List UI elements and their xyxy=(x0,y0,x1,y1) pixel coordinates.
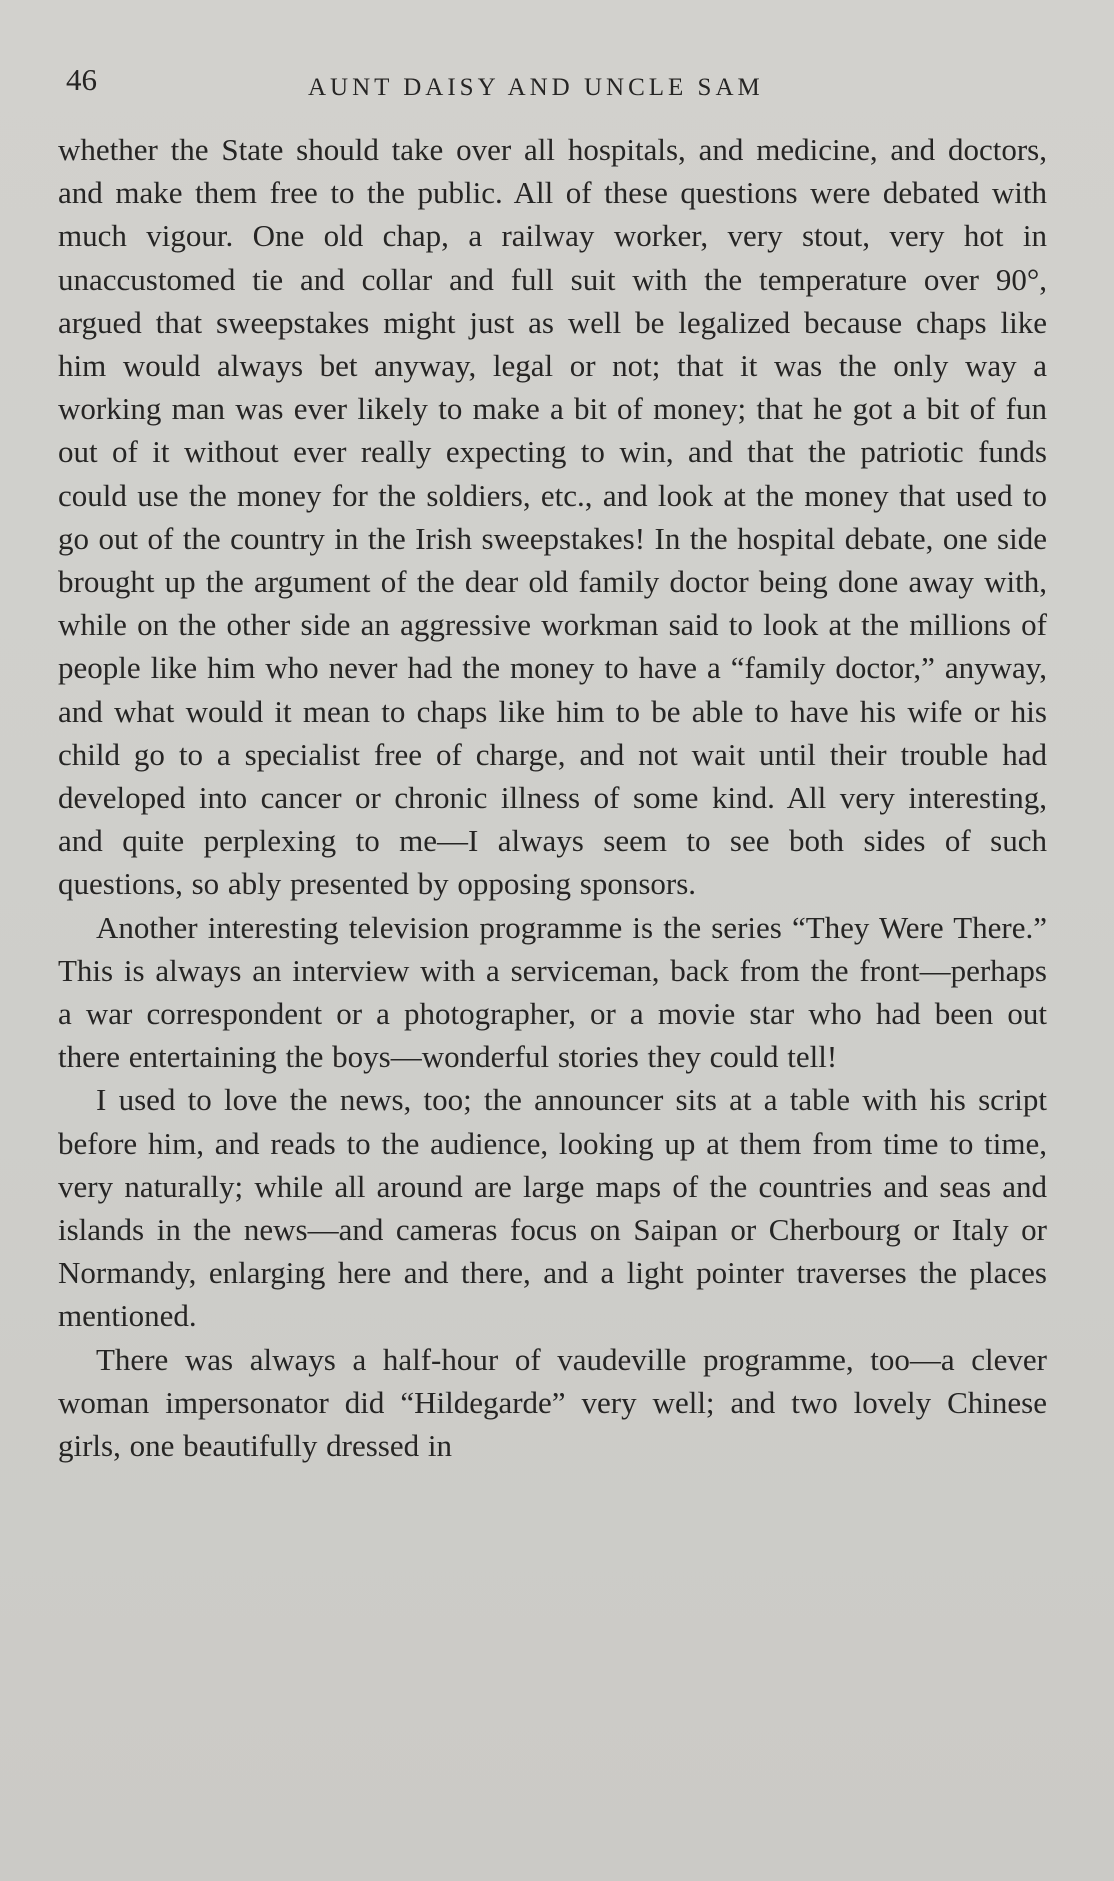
body-text xyxy=(58,128,1047,1467)
paragraph-4: There was always a half-hour of vaudeville programme, too—a clever woman impersonator did “Hildegarde” very well; and two lovely Chinese girls, one beautifully dressed in xyxy=(58,1341,1047,1464)
paragraph-1: whether the State should take over all hospitals, and medicine, and doctors, and make them free to the public. All of these questions were debated with much vigour. One old chap, a railway worker, very stout, very hot in unaccustomed tie and collar and full suit with the temperature over 90°, argued that sweepstakes might just as well be legalized because chaps like him would always bet anyway, legal or not; that it was the only way a working man was ever likely to make a bit of money; that he got a bit of fun out of it without ever really expecting to win, and that the patriotic funds could use the money for the soldiers, etc., and look at the money that used to go out of the country in the Irish sweepstakes! In the hospital debate, one side brought up the argument of the dear old family doctor being done away with, while on the other side an aggressive workman said to look at the millions of people like him who never had the money to have a “family doctor,” anyway, and what would it mean to chaps like him to be able to have his wife or his child go to a specialist free of charge, and not wait until their trouble had developed into cancer or chronic illness of some kind. All very interesting, and quite perplexing to me—I always seem to see both sides of such questions, so ably presented by opposing sponsors. xyxy=(58,132,1047,902)
page-number: 46 xyxy=(66,62,97,97)
paragraph-2: Another interesting television programme is the series “They Were There.” This is always an interview with a serviceman, back from the front—perhaps a war correspondent or a photographer, or a movie star who had been out there entertaining the boys—wonderful stories they could tell! xyxy=(58,909,1047,1075)
page-header xyxy=(58,62,1058,110)
running-head: AUNT DAISY AND UNCLE SAM xyxy=(308,74,764,101)
paragraph-3: I used to love the news, too; the announcer sits at a table with his script before him, and reads to the audience, looking up at them from time to time, very naturally; while all around are large maps of the countries and seas and islands in the news—and cameras focus on Saipan or Cherbourg or Italy or Normandy, enlarging here and there, and a light pointer traverses the places mentioned. xyxy=(58,1082,1047,1334)
